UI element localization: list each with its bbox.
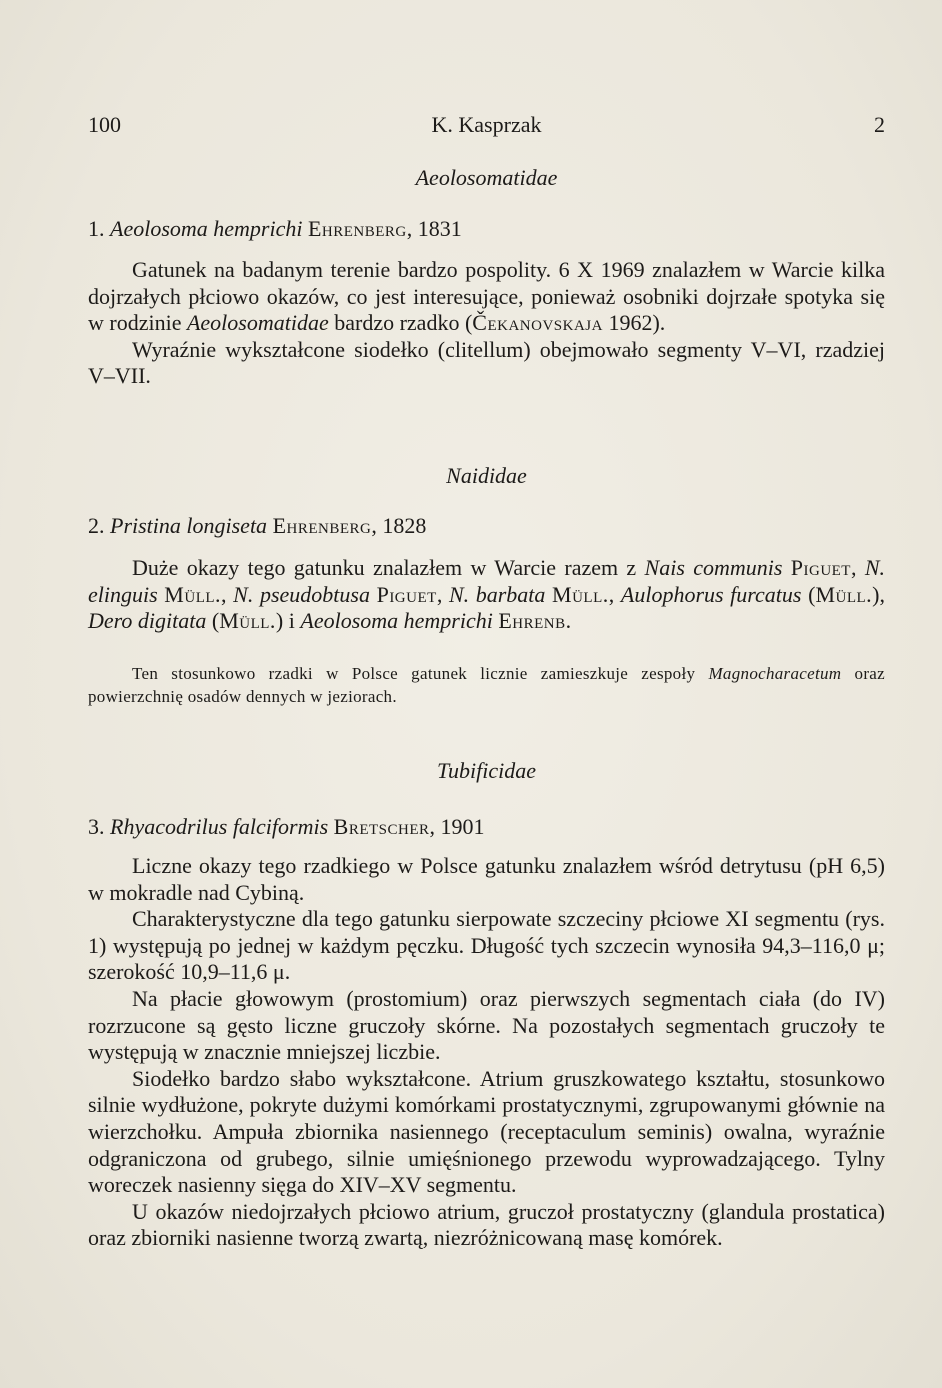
taxon-name: N. elinguis [88,555,885,607]
taxon-name: Dero digitata [88,608,207,634]
entry-number: 2. [88,513,105,538]
paragraph: Liczne okazy tego rzadkiego w Polsce gatunku znalazłem wśród detrytusu (pH 6,5) w mokradle nad Cybiną. [88,853,885,905]
species-author: Bretscher [333,814,430,839]
tubificidae-body [88,853,885,1252]
naididae-body [88,555,885,635]
taxon-author: Piguet [376,581,437,607]
taxon-author: Müll. [164,581,222,607]
running-head [88,112,885,138]
species-name: Pristina longiseta [110,513,268,538]
paragraph [88,257,885,337]
species-author: Ehrenberg [307,216,407,241]
separator: ), [872,581,885,607]
taxon-name: Aeolosomatidae [186,310,329,336]
species-year: , 1901 [429,814,485,839]
taxon-author: Müll. [552,581,609,607]
small-print-paragraph [88,663,885,708]
section-number: 2 [874,112,885,137]
taxon-author: Piguet [790,555,851,580]
running-head-author: K. Kasprzak [431,112,542,137]
family-heading-aeolosomatidae: Aeolosomatidae [415,165,558,190]
species-year: , 1828 [371,513,427,538]
species-name: Rhyacodrilus falciformis [110,814,329,839]
paragraph [88,555,885,635]
paragraph-text: 1962). [602,310,666,336]
taxon-name: Aulophorus furcatus [620,581,802,607]
species-heading-2 [88,513,885,539]
taxon-name: Magnocharacetum [708,664,842,683]
paragraph-text: oraz powierzchnię osadów dennych w jeziorach. [88,664,885,706]
paragraph-text: Ten stosunkowo rzadki w Polsce gatunek licznie zamieszkuje zespoły [132,664,709,683]
species-author: Ehrenberg [272,513,372,538]
taxon-author: Ehrenb. [498,608,572,634]
entry-number: 1. [88,216,105,241]
paragraph: U okazów niedojrzałych płciowo atrium, gruczoł prostatyczny (glandula prostatica) oraz zbiorniki nasienne tworzą zwartą, niezróżnicowaną masę komórek. [88,1198,885,1251]
species-name: Aeolosoma hemprichi [110,216,303,241]
separator: , [608,581,621,607]
paragraph: Wyraźnie wykształcone siodełko (clitellum) obejmowało segmenty V–VI, rzadziej V–VII. [88,336,885,389]
paragraph-text: Duże okazy tego gatunku znalazłem w Warcie razem z [132,555,645,580]
separator: ( [206,608,220,634]
entry-number: 3. [88,814,105,839]
aeolosomatidae-body [88,257,885,390]
page-number: 100 [88,112,121,137]
species-heading-1 [88,216,885,242]
taxon-name: Aeolosoma hemprichi [300,608,493,634]
separator: , [436,581,449,607]
paragraph: Siodełko bardzo słabo wykształcone. Atrium gruszkowatego kształtu, stosunkowo silnie wydłużone, pokryte dużymi komórkami prostatycznymi, zgrupowanymi głównie na wierzchołku. Ampuła zbiornika nasiennego (receptaculum seminis) owalna, wyraźnie odgraniczona od grubego, silnie umięśnionego przewodu wyprowadzającego. Tylny woreczek nasienny sięga do XIV–XV segmentu. [88,1065,885,1198]
family-heading-naididae: Naididae [446,463,527,488]
paragraph: Charakterystyczne dla tego gatunku sierpowate szczeciny płciowe XI segmentu (rys. 1) występują po jednej w każdym pęczku. Długość tych szczecin wynosiła 94,3–116,0 μ; szerokość 10,9–11,6 μ. [88,906,885,985]
taxon-name: Nais communis [644,555,783,580]
taxon-name: N. barbata [448,581,546,607]
separator: , [850,555,865,580]
separator: ( [801,581,816,607]
paragraph-text: bardzo rzadko ( [328,310,473,336]
separator: , [221,581,234,607]
taxon-author: Müll. [815,581,873,607]
taxon-name: N. pseudobtusa [233,581,370,607]
paragraph-text: Gatunek na badanym terenie bardzo pospolity. 6 X 1969 znalazłem w Warcie kilka dojrzałych płciowo okazów, co jest interesujące, ponieważ osobniki dojrzałe spotyka się w rodzinie [88,257,885,336]
species-heading-3 [88,814,885,840]
family-heading-tubificidae: Tubificidae [437,758,536,783]
naididae-note [88,663,885,708]
separator: ) i [275,608,301,634]
species-year: , 1831 [406,216,462,241]
paragraph: Na płacie głowowym (prostomium) oraz pierwszych segmentach ciała (do IV) rozrzucone są gęsto liczne gruczoły skórne. Na pozostałych segmentach gruczoły te występują w znacznie mniejszej liczbie. [88,985,885,1065]
reference-author: Čekanovskaja [472,310,603,336]
taxon-author: Müll. [219,608,276,634]
